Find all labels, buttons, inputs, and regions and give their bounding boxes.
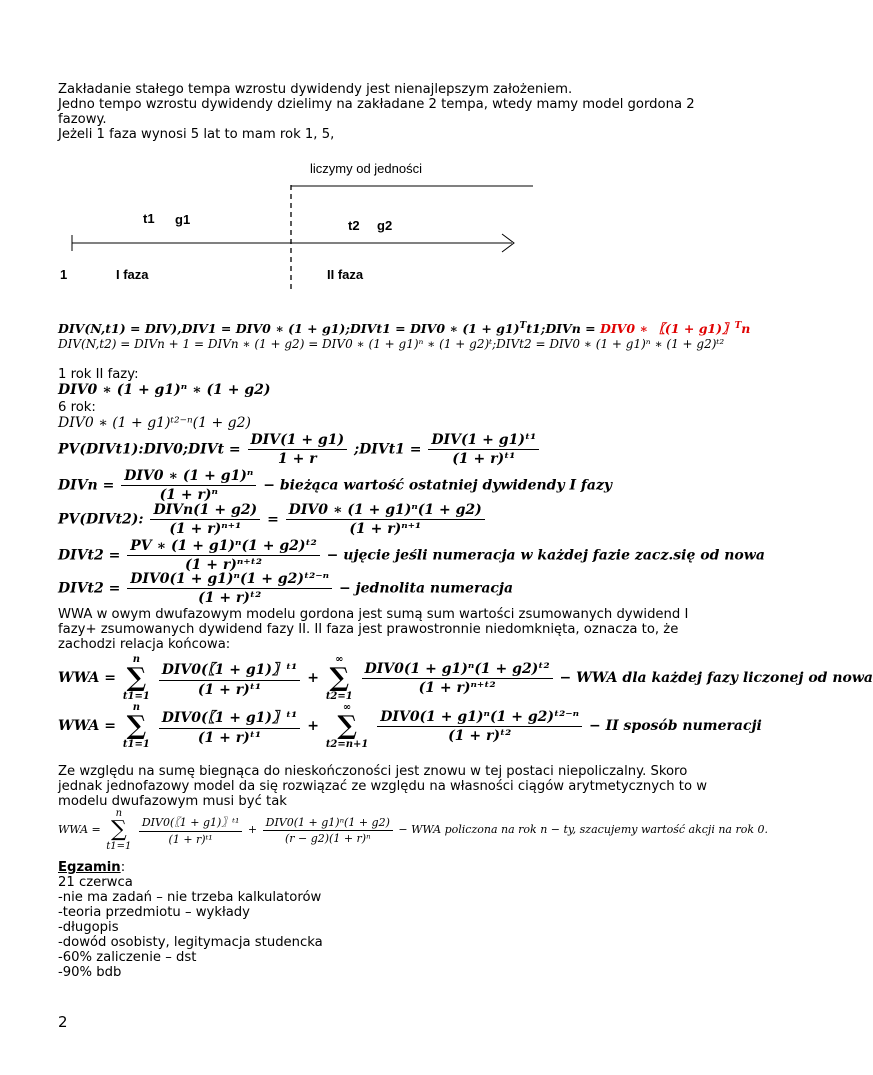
pv-divt2-formula: PV(DIVt2): $\frac{\text{DIVn(1 + g2)}}{\text{(1 + r)ⁿ⁺¹}}$ = $\frac{\text{DIV0 ∗ (1 + g1)ⁿ(1 + g2)}}{\text{(1 + r)ⁿ⁺¹}}$ [58, 502, 487, 537]
wwa-formula-1: WWA = n ∑ t1=1 $\frac{\text{DIV0(〖1 + g1)〗ᵗ¹}}{\text{(1 + r)ᵗ¹}}$ + ∞ ∑ t2=1 $\frac{\text{DIV0(1 + g1)ⁿ(1 + g2)ᵗ²}}{\text{(1 + r)ⁿ⁺ᵗ²}}$ − WWA dla każdej fazy liczonej od nowa [58, 654, 873, 702]
exam-item: -teoria przedmiotu – wykłady [58, 905, 250, 920]
diagram-g1: g1 [175, 212, 191, 227]
exam-heading: Egzamin [58, 860, 121, 875]
exam-item: -60% zaliczenie – dst [58, 950, 197, 965]
year6-label: 6 rok: [58, 400, 96, 415]
exam-item: -nie ma zadań – nie trzeba kalkulatorów [58, 890, 322, 905]
final-wwa-formula: WWA = n ∑ t1=1 $\frac{\text{DIV0(〖1 + g1)〗ᵗ¹}}{\text{(1 + r)ᵗ¹}}$ + $\frac{\text{DIV0(1 + g1)ⁿ(1 + g2)}}{\text{(r − g2)(1 + r)ⁿ}}$ − WWA policzona na rok n − ty, szacujemy wartość akcji na rok 0. [58, 808, 769, 852]
intro-line-3: fazowy. [58, 112, 107, 127]
page-number: 2 [58, 1013, 68, 1031]
sum-text-line-1: Ze względu na sumę biegnąca do nieskończoności jest znowu w tej postaci niepoliczalny. Skoro [58, 764, 688, 779]
diagram-t2: t2 [348, 218, 360, 233]
intro-line-4: Jeżeli 1 faza wynosi 5 lat to mam rok 1, 5, [58, 127, 335, 142]
year1-formula: DIV0 ∗ (1 + g1)ⁿ ∗ (1 + g2) [58, 382, 271, 398]
exam-item: 21 czerwca [58, 875, 133, 890]
wwa-text-line-3: zachodzi relacja końcowa: [58, 637, 231, 652]
div-formula-line-2: DIV(N,t2) = DIVn + 1 = DIVn ∗ (1 + g2) = DIV0 ∗ (1 + g1)ⁿ ∗ (1 + g2)ᵗ;DIVt2 = DIV0 ∗ (1 + g1)ⁿ ∗ (1 + g2)ᵗ² [58, 337, 725, 351]
divt2-formula-b: DIVt2 = $\frac{\text{DIV0(1 + g1)ⁿ(1 + g2)ᵗ²⁻ⁿ}}{\text{(1 + r)ᵗ²}}$ − jednolita numeracja [58, 571, 514, 606]
exam-item: -długopis [58, 920, 119, 935]
diagram-top-label: liczymy od jedności [310, 161, 422, 176]
divt2-formula-a: DIVt2 = $\frac{\text{PV ∗ (1 + g1)ⁿ(1 + g2)ᵗ²}}{\text{(1 + r)ⁿ⁺ᵗ²}}$ − ujęcie jeśli numeracja w każdej fazie zacz.się od nowa [58, 538, 765, 573]
div-formula-line-1: DIV(N,t1) = DIV),DIV1 = DIV0 ∗ (1 + g1);DIVt1 = DIV0 ∗ $(1 + g1)^Tt1;DIVn = DIV0$ ∗ 〖(1 + g1)〗$^T$n [58, 320, 751, 336]
intro-line-2: Jedno tempo wzrostu dywidendy dzielimy na zakładane 2 tempa, wtedy mamy model gordona 2 [58, 97, 695, 112]
diagram-phase1: I faza [116, 267, 149, 282]
pv-divt1-formula: PV(DIVt1):DIV0;DIVt = $\frac{\text{DIV(1 + g1)}}{1 + r}$ ;DIVt1 = $\frac{\text{DIV(1 + g1)ᵗ¹}}{\text{(1 + r)ᵗ¹}}$ [58, 432, 541, 467]
exam-item: -dowód osobisty, legitymacja studencka [58, 935, 323, 950]
wwa-text-line-1: WWA w owym dwufazowym modelu gordona jest sumą sum wartości zsumowanych dywidend I [58, 607, 689, 622]
wwa-formula-2: WWA = n ∑ t1=1 $\frac{\text{DIV0(〖1 + g1)〗ᵗ¹}}{\text{(1 + r)ᵗ¹}}$ + ∞ ∑ t2=n+1 $\frac{\text{DIV0(1 + g1)ⁿ(1 + g2)ᵗ²⁻ⁿ}}{\text{(1 + r)ᵗ²}}$ − II sposób numeracji [58, 702, 762, 750]
year1-label: 1 rok II fazy: [58, 367, 139, 382]
sum-text-line-2: jednak jednofazowy model da się rozwiązać ze względu na własności ciągów arytmetycznych to w [58, 779, 708, 794]
wwa-text-line-2: fazy+ zsumowanych dywidend fazy II. II faza jest prawostronnie niedomknięta, oznacza to, że [58, 622, 679, 637]
intro-line-1: Zakładanie stałego tempa wzrostu dywidendy jest nienajlepszym założeniem. [58, 82, 573, 97]
diagram-g2: g2 [377, 218, 393, 233]
diagram-start: 1 [60, 267, 68, 282]
year6-formula: DIV0 ∗ (1 + g1)ᵗ²⁻ⁿ(1 + g2) [58, 415, 251, 431]
sum-text-line-3: modelu dwufazowym musi być tak [58, 794, 287, 809]
divn-formula: DIVn = $\frac{\text{DIV0 ∗ (1 + g1)ⁿ}}{\text{(1 + r)ⁿ}}$ − bieżąca wartość ostatniej dywidendy I fazy [58, 468, 613, 503]
diagram-phase2: II faza [327, 267, 364, 282]
diagram-t1: t1 [143, 211, 155, 226]
exam-heading-line: Egzamin: [58, 860, 126, 875]
exam-item: -90% bdb [58, 965, 122, 980]
